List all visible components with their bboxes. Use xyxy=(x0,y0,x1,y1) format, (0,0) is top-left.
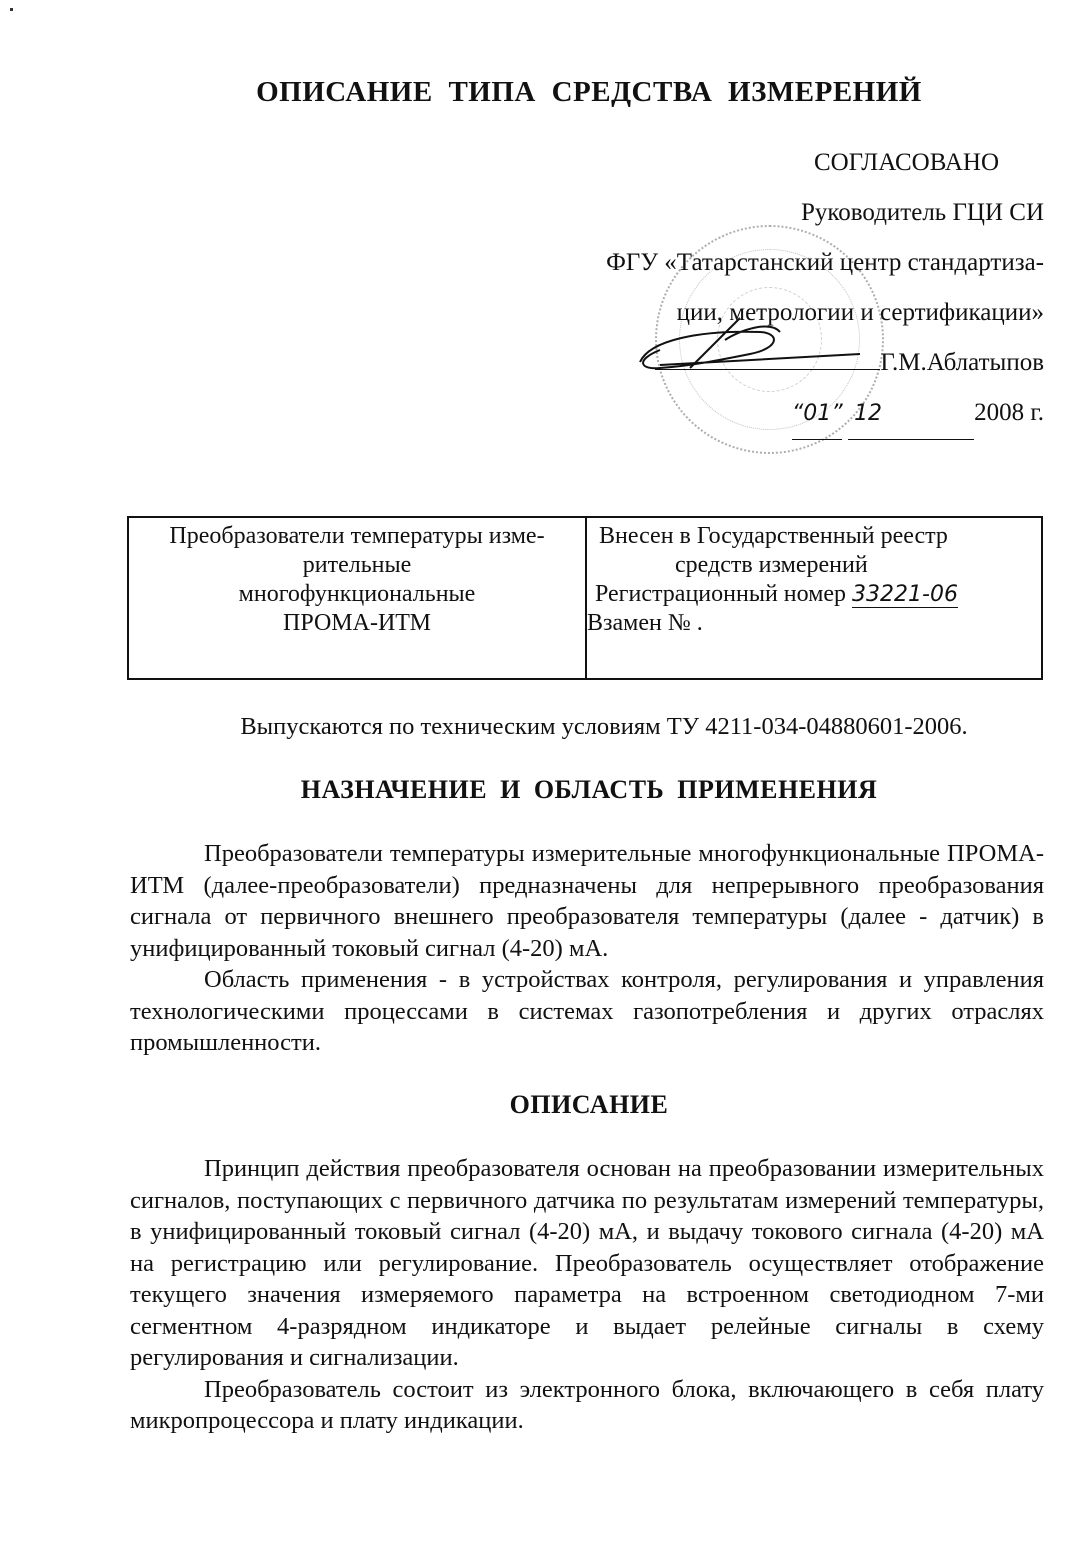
device-name-cell xyxy=(128,517,586,679)
registration-number: 33221-06 xyxy=(852,582,958,607)
paragraph: Преобразователи температуры измерительные многофункциональные ПРОМА-ИТМ (далее-преобразователи) предназначены для непрерывного преобразования сигнала от первичного внешнего преобразователя температуры (далее - датчик) в унифицированный токовый сигнал (4-20) мА. xyxy=(130,840,1044,962)
section-heading-description: ОПИСАНИЕ xyxy=(509,1090,669,1119)
approval-position: Руководитель ГЦИ СИ xyxy=(801,199,1044,226)
replaces-label: Взамен № . xyxy=(587,610,703,636)
registration-label: Регистрационный номер xyxy=(595,581,847,607)
approval-date-year: 2008 г. xyxy=(974,399,1044,426)
approval-signatory-line xyxy=(606,338,1044,388)
approval-date-line xyxy=(606,388,1044,440)
section-heading-purpose: НАЗНАЧЕНИЕ И ОБЛАСТЬ ПРИМЕНЕНИЯ xyxy=(300,775,878,804)
approval-date-day: “01” xyxy=(792,389,842,440)
registry-line: Внесен в Государственный реестр xyxy=(599,523,948,549)
registry-info-cell xyxy=(586,517,1042,679)
approval-signatory: Г.М.Аблатыпов xyxy=(880,349,1044,376)
paragraph: Область применения - в устройствах контроля, регулирования и управления технологическими процессами в системах газопотребления и других отраслях промышленности. xyxy=(130,966,1044,1056)
device-name-line: ПРОМА-ИТМ xyxy=(283,610,431,636)
approval-block xyxy=(606,138,1044,440)
device-name-line: рительные xyxy=(302,552,412,578)
approval-org-line2: ции, метрологии и сертификации» xyxy=(676,299,1044,326)
signature-line xyxy=(655,369,880,370)
registry-table xyxy=(127,516,1043,680)
approval-org-line1: ФГУ «Татарстанский центр стандартиза- xyxy=(606,249,1044,276)
paragraph: Преобразователь состоит из электронного блока, включающего в себя плату микропроцессора и плату индикации. xyxy=(130,1375,1044,1434)
document-title: ОПИСАНИЕ ТИПА СРЕДСТВА ИЗМЕРЕНИЙ xyxy=(256,76,922,108)
scan-speck xyxy=(10,8,13,11)
section-body-description xyxy=(130,1153,1044,1437)
paragraph: Принцип действия преобразователя основан на преобразовании измерительных сигналов, поступающих с первичного датчика по результатам измерений температуры, в унифицированный токовый сигнал (4-20) мА, и выдачу токового сигнала (4-20) мА на регистрацию или регулирование. Преобразователь осуществляет отображение текущего значения измеряемого параметра на встроенном светодиодном 7-ми сегментном 4-разрядном индикаторе и выдает релейные сигналы в схему регулирования и сигнализации. xyxy=(130,1155,1044,1371)
registration-number-line xyxy=(595,580,1033,609)
device-name-line: многофункциональные xyxy=(238,581,476,607)
device-name-line: Преобразователи температуры изме- xyxy=(169,523,545,549)
registry-line: средств измерений xyxy=(675,552,868,578)
approval-date-month: 12 xyxy=(848,389,974,440)
section-body-purpose xyxy=(130,838,1044,1059)
tech-conditions: Выпускаются по техническим условиям ТУ 4211-034-04880601-2006. xyxy=(240,713,968,740)
approval-heading: СОГЛАСОВАНО xyxy=(813,149,999,176)
